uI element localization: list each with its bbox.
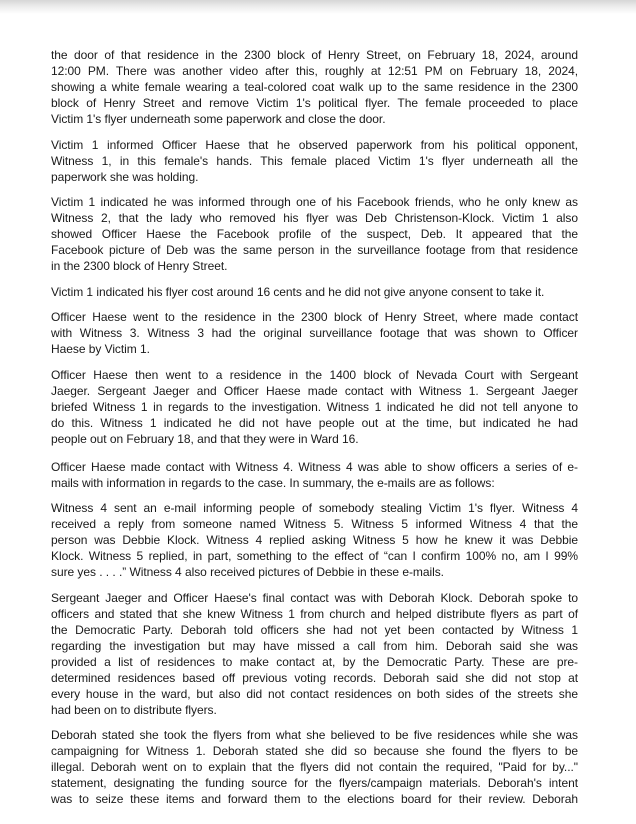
paragraph-3 [51, 194, 578, 274]
text-line: Victim 1 indicated his flyer cost around 16 cents and he did not give anyone consent to take it. [51, 284, 545, 299]
paragraph-7 [51, 459, 578, 491]
text-line: was to seize these items and forward them to the elections board for their review. Deborah [51, 792, 578, 806]
paragraph-6 [51, 367, 578, 447]
paragraph-8 [51, 500, 578, 580]
text-line: determined residences based off previous voting records. Deborah said she did not stop at [51, 670, 578, 685]
text-line: every house in the ward, but also did not contact residences on both sides of the streets she [51, 686, 578, 701]
text-line: had been on to distribute flyers. [51, 702, 217, 717]
text-line: illegal. Deborah went on to explain that the flyers did not contain the required, "Paid for by..." [51, 760, 578, 774]
page-top-shadow [0, 0, 636, 14]
text-line: Witness 1, in this female's hands. This female placed Victim 1's flyer underneath all the [51, 153, 578, 168]
text-line: Victim 1's flyer underneath some paperwork and close the door. [51, 112, 386, 126]
text-line: Sergeant Jaeger and Officer Haese's final contact was with Deborah Klock. Deborah spoke to [51, 590, 578, 605]
text-line: Officer Haese then went to a residence in the 1400 block of Nevada Court with Sergeant [51, 367, 578, 382]
document-page [51, 47, 578, 817]
text-line: Officer Haese made contact with Witness 4. Witness 4 was able to show officers a series of e- [51, 459, 578, 474]
text-line: with Witness 3. Witness 3 had the original surveillance footage that was shown to Officer [51, 326, 578, 340]
text-line: Jaeger. Sergeant Jaeger and Officer Haese made contact with Witness 1. Sergeant Jaeger [51, 383, 578, 398]
text-line: showed Officer Haese the Facebook profile of the suspect, Deb. It appeared that the [51, 227, 578, 241]
paragraph-9 [51, 590, 578, 718]
text-line: received a reply from someone named Witness 5. Witness 5 informed Witness 4 that the [51, 517, 578, 531]
paragraph-4 [51, 284, 578, 300]
text-line: officers and stated that she knew Witness 1 from church and helped distribute flyers as part of [51, 606, 578, 621]
text-line: Victim 1 indicated he was informed through one of his Facebook friends, who he only knew as [51, 195, 578, 209]
text-line: Facebook picture of Deb was the same person in the surveillance footage from that residence [51, 243, 578, 257]
text-line: Victim 1 informed Officer Haese that he observed paperwork from his political opponent, [51, 137, 578, 152]
text-line: Witness 4 sent an e-mail informing people of somebody stealing Victim 1's flyer. Witness 4 [51, 501, 578, 515]
text-line: Klock. Witness 5 replied, in part, something to the effect of “can I confirm 100% no, am I 99% [51, 549, 578, 563]
paragraph-5 [51, 309, 578, 357]
text-line: regarding the investigation but may have missed a call from him. Deborah said she was [51, 638, 578, 653]
text-line: block of Henry Street and remove Victim 1's political flyer. The female proceeded to place [51, 96, 578, 110]
paragraph-2 [51, 137, 578, 185]
text-line: the Democratic Party. Deborah told officers she had not yet been contacted by Witness 1 [51, 622, 578, 637]
text-line: provided a list of residences to make contact at, by the Democratic Party. These are pre- [51, 654, 578, 669]
text-line: campaigning for Witness 1. Deborah stated she did so because she found the flyers to be [51, 744, 578, 758]
text-line: 12:00 PM. There was another video after this, roughly at 12:51 PM on February 18, 2024, [51, 64, 578, 78]
text-line: Deborah stated she took the flyers from what she believed to be five residences while she was [51, 728, 578, 742]
text-line: people out on February 18, and that they were in Ward 16. [51, 431, 359, 446]
text-line: mails with information in regards to the case. In summary, the e-mails are as follows: [51, 475, 495, 490]
paragraph-1 [51, 47, 578, 127]
text-line: showing a white female wearing a teal-colored coat walk up to the same residence in the 2300 [51, 80, 578, 94]
text-line: sure yes . . . .” Witness 4 also received pictures of Debbie in these e-mails. [51, 565, 444, 579]
text-line: the door of that residence in the 2300 block of Henry Street, on February 18, 2024, around [51, 48, 578, 62]
text-line: paperwork she was holding. [51, 169, 199, 184]
text-line: person was Debbie Klock. Witness 4 replied asking Witness 5 how he knew it was Debbie [51, 533, 578, 547]
text-line: Haese by Victim 1. [51, 342, 150, 356]
text-line: do this. Witness 1 indicated he did not have people out at the time, but indicated he had [51, 415, 578, 430]
text-line: in the 2300 block of Henry Street. [51, 259, 228, 273]
text-line: Officer Haese went to the residence in the 2300 block of Henry Street, where made contact [51, 310, 578, 324]
text-line: statement, designating the funding source for the flyers/campaign materials. Deborah's intent [51, 776, 578, 790]
text-line: briefed Witness 1 in regards to the investigation. Witness 1 indicated he did not tell anyone to [51, 399, 578, 414]
text-line: Witness 2, that the lady who removed his flyer was Deb Christenson-Klock. Victim 1 also [51, 211, 578, 225]
paragraph-10 [51, 727, 578, 807]
